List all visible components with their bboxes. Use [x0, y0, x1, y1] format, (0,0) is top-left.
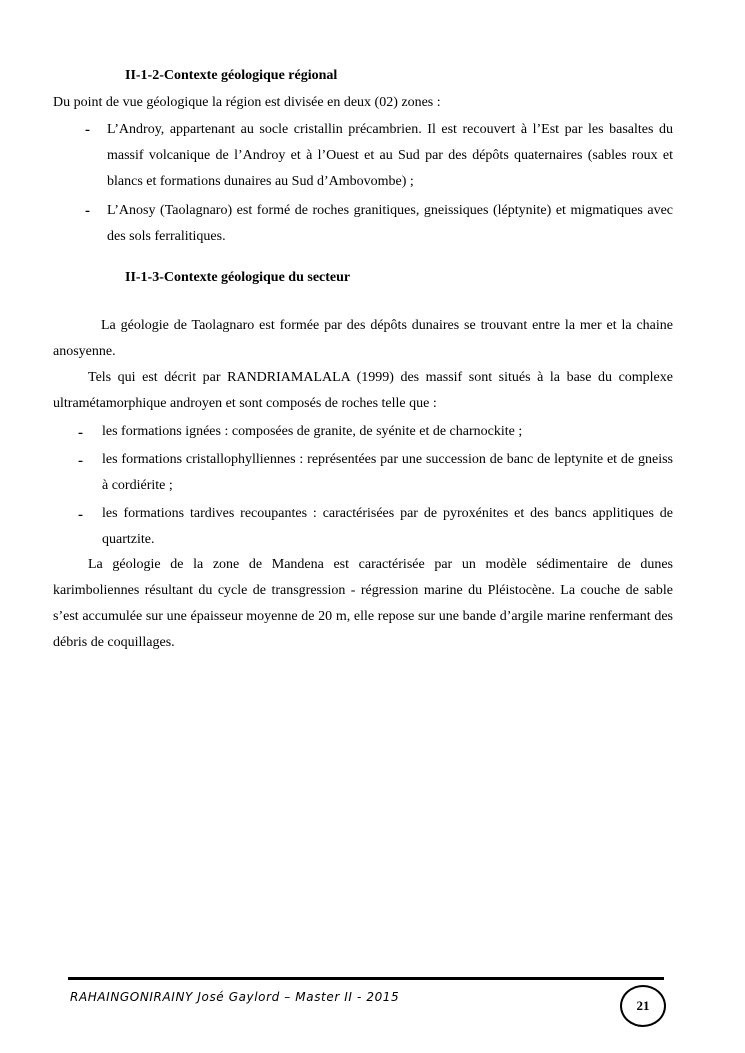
bullet-dash: - — [78, 453, 83, 469]
section-heading-secteur: II-1-3-Contexte géologique du secteur — [125, 270, 351, 285]
bullet-dash: - — [78, 507, 83, 523]
footer-divider — [68, 977, 664, 980]
paragraph-randriamalala: Tels qui est décrit par RANDRIAMALALA (1999) des massif sont situés à la base du complexe ultramétamorphique androyen et sont composés de roches telle que : — [53, 370, 673, 411]
bullet-androy: L’Androy, appartenant au socle cristallin précambrien. Il est recouvert à l’Est par les basaltes du massif volcanique de l’Androy et à l’Ouest et au Sud par des dépôts quaternaires (sables roux et blancs et formations dunaires au Sud d’Ambovombe) ; — [107, 122, 673, 189]
bullet-tardives: les formations tardives recoupantes : caractérisées par de pyroxénites et des bancs applitiques de quartzite. — [102, 506, 673, 547]
intro-text: Du point de vue géologique la région est divisée en deux (02) zones : — [53, 95, 441, 110]
page-number-badge — [620, 985, 666, 1027]
section-heading-regional: II-1-2-Contexte géologique régional — [125, 68, 338, 83]
paragraph-taolagnaro: La géologie de Taolagnaro est formée par des dépôts dunaires se trouvant entre la mer et la chaine anosyenne. — [53, 318, 673, 359]
footer-author: RAHAINGONIRAINY José Gaylord – Master II - 2015 — [70, 990, 400, 1004]
bullet-dash: - — [85, 203, 90, 219]
bullet-cristallophylliennes: les formations cristallophylliennes : représentées par une succession de banc de leptynite et de gneiss à cordiérite ; — [102, 452, 673, 493]
bullet-anosy: L’Anosy (Taolagnaro) est formé de roches granitiques, gneissiques (léptynite) et migmatiques avec des sols ferralitiques. — [107, 203, 673, 244]
bullet-dash: - — [78, 425, 83, 441]
page-number: 21 — [636, 998, 650, 1013]
paragraph-mandena: La géologie de la zone de Mandena est caractérisée par un modèle sédimentaire de dunes karimboliennes résultant du cycle de transgression - régression marine du Pléistocène. La couche de sable s’est accumulée sur une épaisseur moyenne de 20 m, elle repose sur une bande d’argile marine renfermant des débris de coquillages. — [53, 557, 673, 650]
bullet-dash: - — [85, 122, 90, 138]
bullet-ignees: les formations ignées : composées de granite, de syénite et de charnockite ; — [102, 424, 523, 439]
